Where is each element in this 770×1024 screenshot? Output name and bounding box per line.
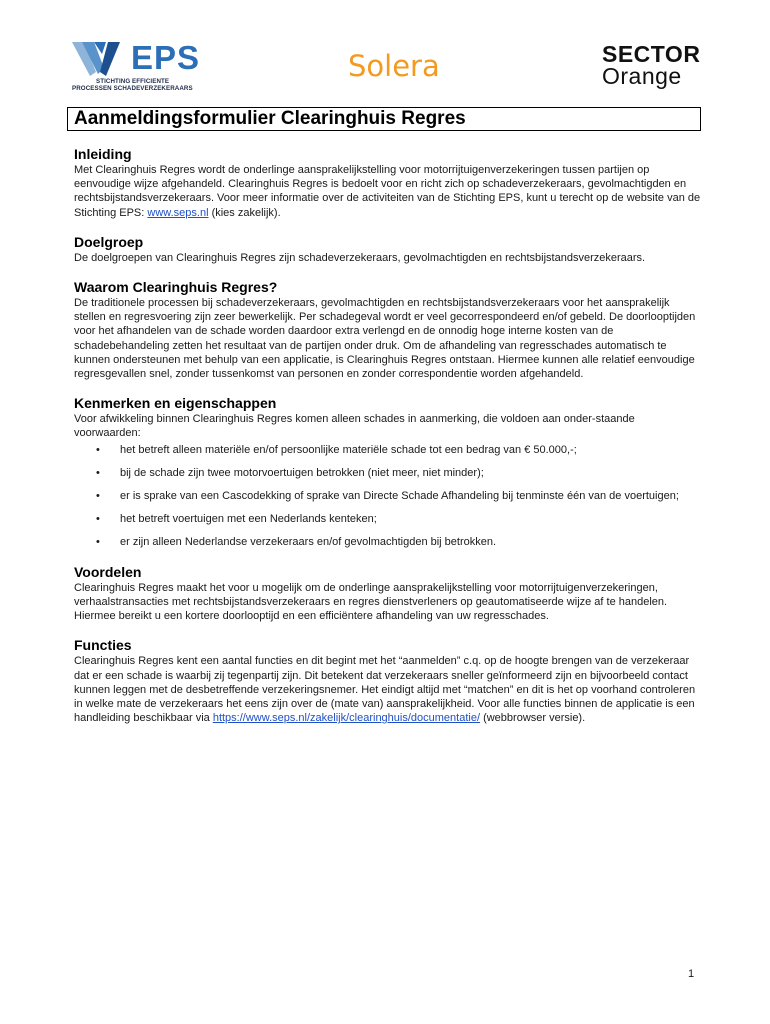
- text-voordelen: Clearinghuis Regres maakt het voor u mogelijk om de onderlinge aansprakelijkstelling voor motorrijtuigenverzekeringen, verhaalstransacties met rechtsbijstandsverzekeraars en regres dienstverleners op geautomatiseerde wijze af te handelen. Hiermee bereikt u een kortere doorlooptijd en een efficiëntere afhandeling van uw regresschades.: [74, 581, 668, 623]
- bullet-icon: •: [96, 466, 100, 479]
- section-kenmerken: [74, 395, 702, 549]
- page-number: 1: [688, 968, 695, 980]
- text-waarom: De traditionele processen bij schadeverzekeraars, gevolmachtigden en rechtsbijstandsverzekeraars voor het aansprakelijk stellen en regresvoering zijn zeer bewerkelijk. Per schadegeval wordt er veel gecorrespondeerd en/of gebeld. De doorlooptijden voor het afhandelen van de schade worden daardoor extra verlengd en de onnodig hoge interne kosten van de schadebehandeling zetten het resultaat van de partijen onder druk. Om de afhandeling van regresschades automatisch te kunnen ondersteunen met behulp van een applicatie, is Clearinghuis Regres ontstaan. Hiermee kunnen alle relatief eenvoudige regresgevallen snel, zonder tussenkomst van personen en zonder correspondentie worden afgehandeld.: [74, 297, 696, 381]
- list-item: • het betreft alleen materiële en/of persoonlijke materiële schade tot een bedrag van € 50.000,-;: [96, 443, 577, 456]
- documentatie-link[interactable]: https://www.seps.nl/zakelijk/clearinghuis/documentatie/: [212, 712, 481, 725]
- orange-wordmark: Orange: [602, 63, 682, 89]
- seps-link[interactable]: www.seps.nl: [147, 206, 209, 219]
- document-body: [74, 146, 702, 739]
- solera-wordmark: Solera: [348, 49, 440, 83]
- eps-subtitle: STICHTING EFFICIENTE PROCESSEN SCHADEVERZEKERAARS: [72, 78, 193, 92]
- eps-wordmark: EPS: [131, 39, 201, 76]
- text-inleiding: Met Clearinghuis Regres wordt de onderlinge aansprakelijkstelling voor motorrijtuigenverzekeringen tussen partijen op eenvoudige wijze afgehandeld. Clearinghuis Regres is bedoelt voor en richt zich op schadeverzekeraars, gevolmachtigden en rechtsbijstandsverzekeraars. Voor meer informatie over de activiteiten van de Stichting EPS, kunt u terecht op de website van de Stichting EPS: www.seps.nl (kies zakelijk).: [74, 164, 701, 219]
- section-waarom: [74, 279, 702, 381]
- list-item: • het betreft voertuigen met een Nederlands kenteken;: [96, 512, 377, 525]
- section-doelgroep: [74, 234, 702, 265]
- eps-logo: [72, 39, 202, 94]
- heading-doelgroep: Doelgroep: [74, 233, 144, 250]
- eps-chevron-icon: [72, 42, 130, 76]
- heading-inleiding: Inleiding: [74, 146, 132, 162]
- solera-logo: [346, 40, 440, 86]
- sector-orange-logo: [602, 41, 701, 94]
- heading-kenmerken: Kenmerken en eigenschappen: [74, 395, 277, 412]
- header-logos: [0, 0, 770, 100]
- kenmerken-list: [74, 443, 702, 549]
- sector-wordmark: SECTOR: [602, 41, 701, 67]
- bullet-icon: •: [96, 512, 100, 525]
- list-item: • er is sprake van een Cascodekking of sprake van Directe Schade Afhandeling bij tenminste één van de voertuigen;: [96, 489, 679, 502]
- list-item: • bij de schade zijn twee motorvoertuigen betrokken (niet meer, niet minder);: [96, 466, 484, 479]
- page-title: Aanmeldingsformulier Clearinghuis Regres: [67, 107, 701, 131]
- list-item: • er zijn alleen Nederlandse verzekeraars en/of gevolmachtigden bij betrokken.: [96, 535, 497, 548]
- section-functies: [74, 637, 702, 725]
- text-doelgroep: De doelgroepen van Clearinghuis Regres zijn schadeverzekeraars, gevolmachtigden en rechtsbijstandsverzekeraars.: [74, 251, 646, 264]
- section-inleiding: [74, 146, 702, 220]
- section-voordelen: [74, 564, 702, 624]
- heading-waarom: Waarom Clearinghuis Regres?: [74, 279, 278, 296]
- text-functies: Clearinghuis Regres kent een aantal functies en dit begint met het “aanmelden” c.q. op de hoogte brengen van de verzekeraar dat er een schade is waarbij zij tegenpartij zijn. Dit betekent dat verzekeraars sneller geïnformeerd zijn en bijvoorbeeld contact kunnen leggen met de desbetreffende verzekeringsnemer. Het eindigt altijd met “matchen” en dit is het op voorhand controleren in welke mate de verzekeraars het eens zijn over de (mate van) aansprakelijkheid. Voor alle functies binnen de applicatie is een handleiding beschikbaar via https://www.seps.nl/zakelijk/clearinghuis/documentatie/ (webbrowser versie).: [74, 655, 696, 725]
- bullet-icon: •: [96, 535, 100, 548]
- heading-functies: Functies: [74, 637, 132, 654]
- heading-voordelen: Voordelen: [74, 563, 142, 580]
- bullet-icon: •: [96, 489, 100, 502]
- text-kenmerken-intro: Voor afwikkeling binnen Clearinghuis Regres komen alleen schades in aanmerking, die voldoen aan onder-staande voorwaarden:: [74, 413, 635, 440]
- bullet-icon: •: [96, 443, 100, 456]
